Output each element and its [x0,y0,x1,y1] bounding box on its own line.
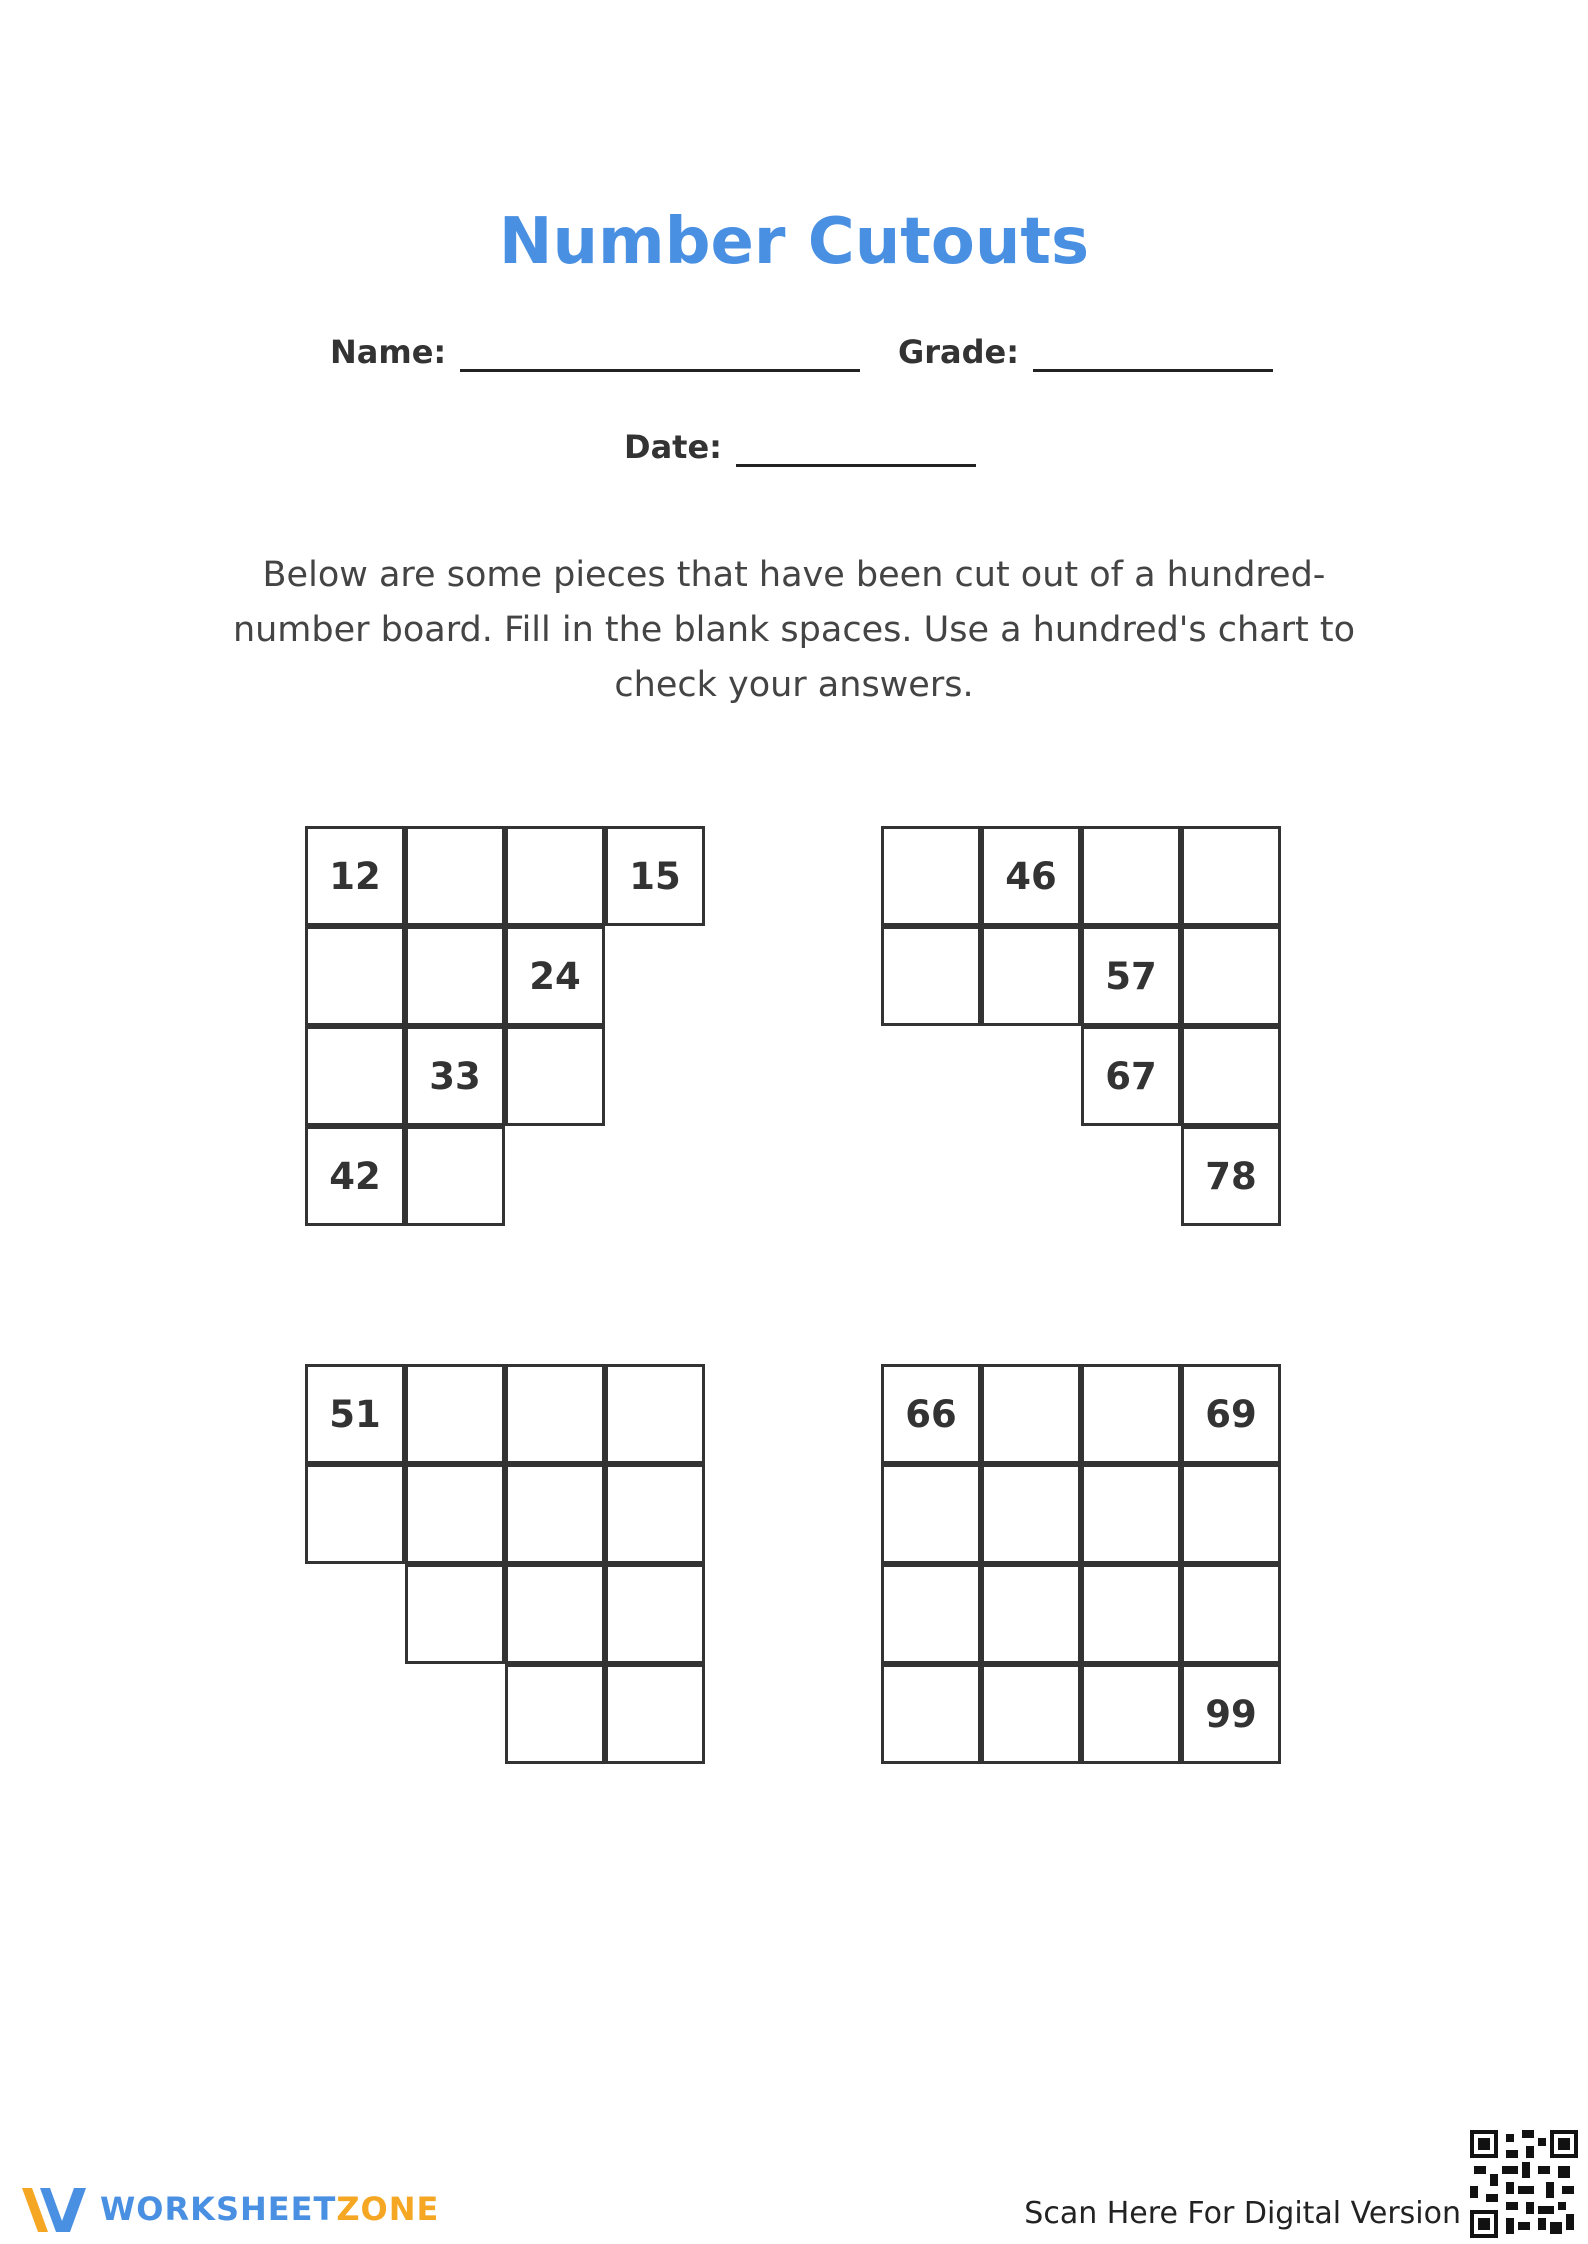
blank-cell[interactable] [405,1126,505,1226]
blank-cell[interactable] [1081,1464,1181,1564]
blank-cell[interactable] [1181,1026,1281,1126]
blank-cell[interactable] [405,1464,505,1564]
blank-cell[interactable] [1081,1664,1181,1764]
blank-cell[interactable] [881,1664,981,1764]
blank-cell[interactable] [505,1564,605,1664]
blank-cell[interactable] [1181,826,1281,926]
number-cell: 42 [305,1126,405,1226]
blank-cell[interactable] [505,1664,605,1764]
blank-cell[interactable] [981,1464,1081,1564]
blank-cell[interactable] [981,926,1081,1026]
blank-cell[interactable] [981,1664,1081,1764]
blank-cell[interactable] [1081,826,1181,926]
name-label: Name: [330,333,447,371]
number-cell: 78 [1181,1126,1281,1226]
blank-cell[interactable] [981,1564,1081,1664]
number-cell: 33 [405,1026,505,1126]
name-field[interactable] [330,332,860,372]
date-label: Date: [624,428,722,466]
grade-field[interactable] [898,332,1273,372]
blank-cell[interactable] [505,1026,605,1126]
blank-cell[interactable] [305,926,405,1026]
blank-cell[interactable] [1181,926,1281,1026]
number-cell: 99 [1181,1664,1281,1764]
blank-cell[interactable] [981,1364,1081,1464]
number-cell: 15 [605,826,705,926]
number-cell: 69 [1181,1364,1281,1464]
number-cell: 12 [305,826,405,926]
blank-cell[interactable] [881,1464,981,1564]
date-line[interactable] [736,434,976,467]
blank-cell[interactable] [1181,1564,1281,1664]
grade-label: Grade: [898,333,1020,371]
blank-cell[interactable] [405,926,505,1026]
blank-cell[interactable] [605,1464,705,1564]
number-cell: 24 [505,926,605,1026]
logo-text: WORKSHEETZONE [100,2190,440,2228]
grade-line[interactable] [1033,339,1273,372]
blank-cell[interactable] [405,1364,505,1464]
blank-cell[interactable] [1081,1564,1181,1664]
blank-cell[interactable] [1081,1364,1181,1464]
blank-cell[interactable] [605,1664,705,1764]
blank-cell[interactable] [881,1564,981,1664]
worksheetzone-logo [18,2180,439,2238]
blank-cell[interactable] [405,826,505,926]
number-cell: 46 [981,826,1081,926]
blank-cell[interactable] [505,1364,605,1464]
blank-cell[interactable] [881,826,981,926]
date-field[interactable] [624,427,976,467]
blank-cell[interactable] [505,826,605,926]
worksheetzone-logo-icon [18,2180,90,2238]
blank-cell[interactable] [305,1464,405,1564]
scan-text: Scan Here For Digital Version [1024,2196,1461,2231]
instructions: Below are some pieces that have been cut out of a hundred-number board. Fill in the blank spaces. Use a hundred's chart to check your answers. [232,555,1356,705]
blank-cell[interactable] [605,1564,705,1664]
number-cell: 57 [1081,926,1181,1026]
blank-cell[interactable] [881,926,981,1026]
blank-cell[interactable] [305,1026,405,1126]
page-title: Number Cutouts [498,205,1090,279]
number-cell: 51 [305,1364,405,1464]
blank-cell[interactable] [605,1364,705,1464]
blank-cell[interactable] [405,1564,505,1664]
number-cell: 66 [881,1364,981,1464]
name-line[interactable] [460,339,860,372]
number-cell: 67 [1081,1026,1181,1126]
qr-code-icon[interactable] [1470,2130,1578,2238]
blank-cell[interactable] [1181,1464,1281,1564]
blank-cell[interactable] [505,1464,605,1564]
